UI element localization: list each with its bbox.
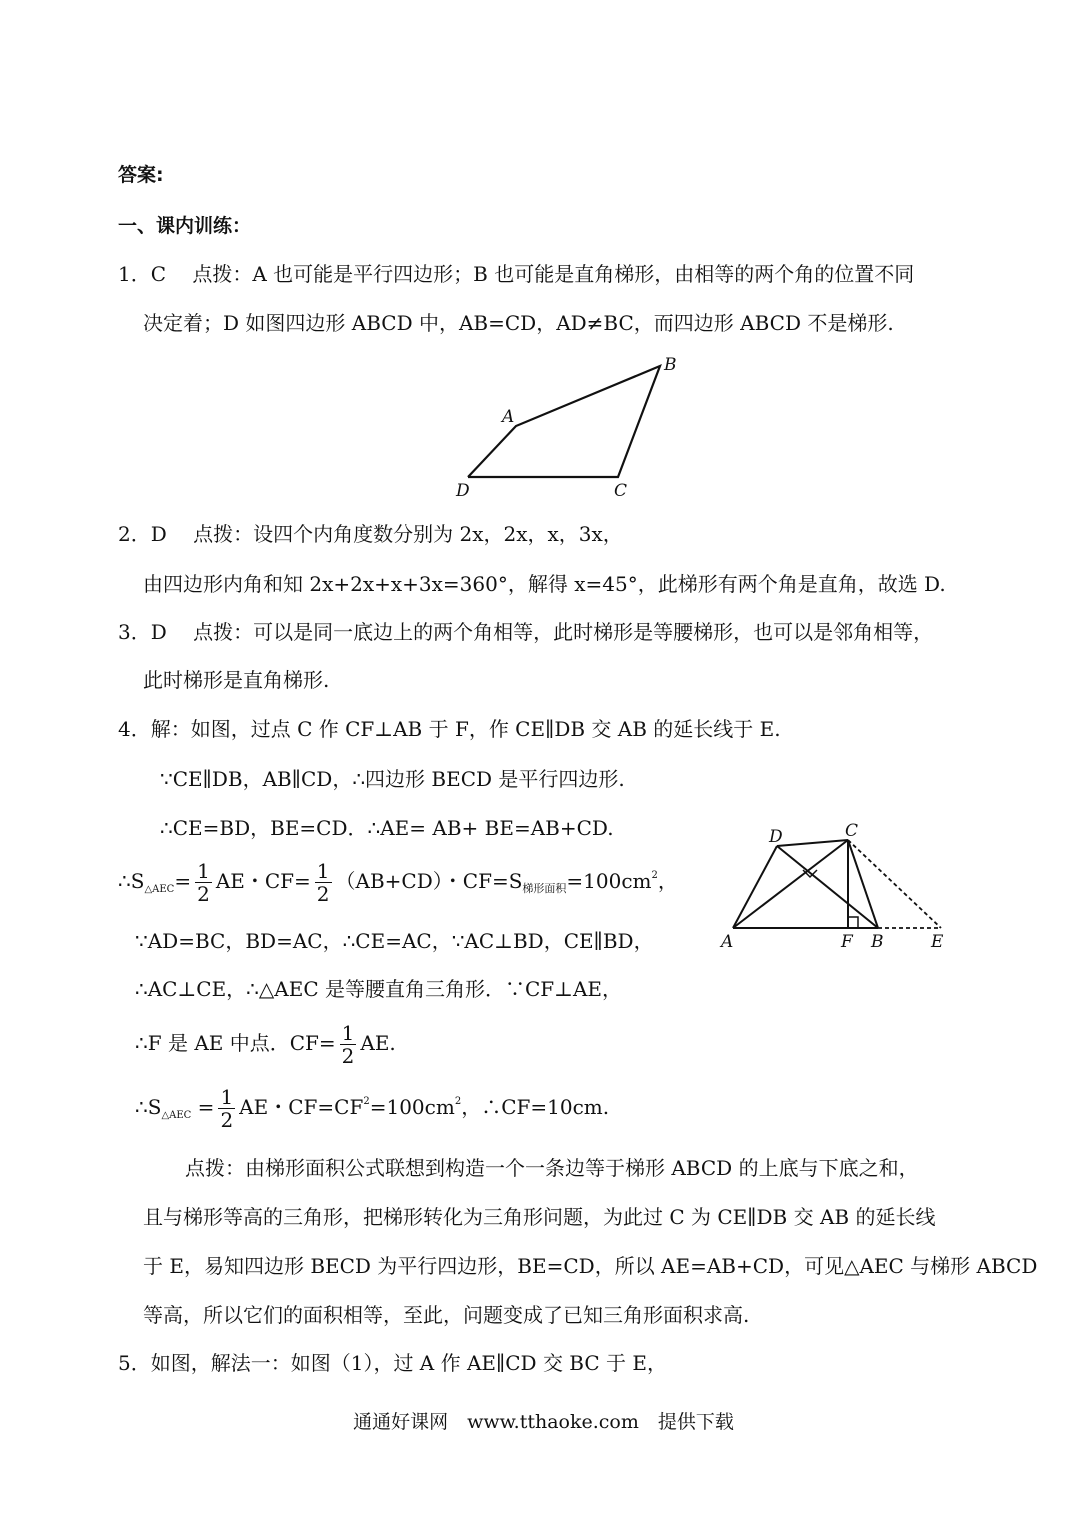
q3-line2: 此时梯形是直角梯形. (143, 668, 330, 692)
q1-line1: 1．C 点拨：A 也可能是平行四边形；B 也可能是直角梯形，由相等的两个角的位置不同 (118, 262, 915, 286)
label-C: C (614, 481, 628, 500)
quadrilateral-figure (440, 350, 700, 500)
answer-heading: 答案: (118, 164, 164, 186)
q4-line8: $\therefore S_{\triangle AEC}$ = $\frac{1}{2}$ AE・$CF=CF^2=100cm^2$，∴CF=10cm. (135, 1085, 610, 1132)
diagonal-AC (733, 840, 848, 928)
q4-area-formula: $\therefore S_{\triangle AEC}=$ $\frac{1}{2}$ AE・CF= $\frac{1}{2}$ （AB+CD）・$CF=S_{梯形面积}=100cm^2$， (118, 859, 678, 906)
q4-line5: ∵AD=BC，BD=AC，∴CE=AC，∵AC⊥BD，CE∥BD， (135, 929, 654, 953)
edge-AD (733, 846, 777, 928)
quad-edges (468, 366, 660, 477)
q4-hint2: 且与梯形等高的三角形，把梯形转化为三角形问题，为此过 C 为 CE∥DB 交 AB 的延长线 (143, 1205, 936, 1229)
right-angle-mark (848, 917, 858, 928)
label-D: D (769, 827, 783, 847)
fraction-half: $\frac{1}{2}$ (316, 859, 330, 906)
fraction-half: $\frac{1}{2}$ (220, 1085, 234, 1132)
section-title: 一、课内训练： (118, 215, 252, 237)
q2-line1: 2．D 点拨：设四个内角度数分别为 2x，2x，x，3x， (118, 522, 623, 546)
q4-line1: 4．解：如图，过点 C 作 CF⊥AB 于 F，作 CE∥DB 交 AB 的延长线于 E. (118, 717, 781, 741)
q4-line6: ∴AC⊥CE，∴△AEC 是等腰直角三角形．∵CF⊥AE， (135, 977, 623, 1001)
q1-line2: 决定着；D 如图四边形 ABCD 中，AB=CD，AD≠BC，而四边形 ABCD 不是梯形. (143, 311, 894, 335)
label-A: A (502, 407, 515, 427)
fraction-half: $\frac{1}{2}$ (341, 1021, 355, 1068)
q4-line3: ∴CE=BD，BE=CD．∴AE= AB+ BE=AB+CD. (160, 816, 614, 840)
edge-DC (777, 840, 848, 846)
q4-hint3: 于 E，易知四边形 BECD 为平行四边形，BE=CD，所以 AE=AB+CD，可见△AEC 与梯形 ABCD (143, 1254, 1038, 1278)
label-D: D (456, 481, 470, 500)
label-F: F (841, 932, 853, 952)
q4-line2: ∵CE∥DB，AB∥CD，∴四边形 BECD 是平行四边形. (160, 767, 625, 791)
label-B: B (871, 932, 884, 952)
q3-line1: 3．D 点拨：可以是同一底边上的两个角相等，此时梯形是等腰梯形，也可以是邻角相等， (118, 620, 934, 644)
q5-line1: 5．如图，解法一：如图（1），过 A 作 AE∥CD 交 BC 于 E， (118, 1351, 667, 1375)
diagonal-DB (777, 846, 878, 928)
label-C: C (845, 821, 859, 841)
fraction-half: $\frac{1}{2}$ (197, 859, 210, 906)
label-E: E (931, 932, 944, 952)
q4-hint1: 点拨：由梯形面积公式联想到构造一个一条边等于梯形 ABCD 的上底与下底之和， (185, 1156, 919, 1180)
label-B: B (664, 355, 677, 375)
label-A: A (721, 932, 734, 952)
q4-hint4: 等高，所以它们的面积相等，至此，问题变成了已知三角形面积求高. (143, 1303, 750, 1327)
trapezoid-figure (715, 820, 960, 955)
q4-line7: ∴F 是 AE 中点．CF= $\frac{1}{2}$ AE. (135, 1021, 396, 1068)
q2-line2: 由四边形内角和知 2x+2x+x+3x=360°，解得 x=45°，此梯形有两个角是直角，故选 D. (143, 572, 946, 596)
page-footer: 通通好课网 www.tthaoke.com 提供下载 (353, 1411, 734, 1433)
